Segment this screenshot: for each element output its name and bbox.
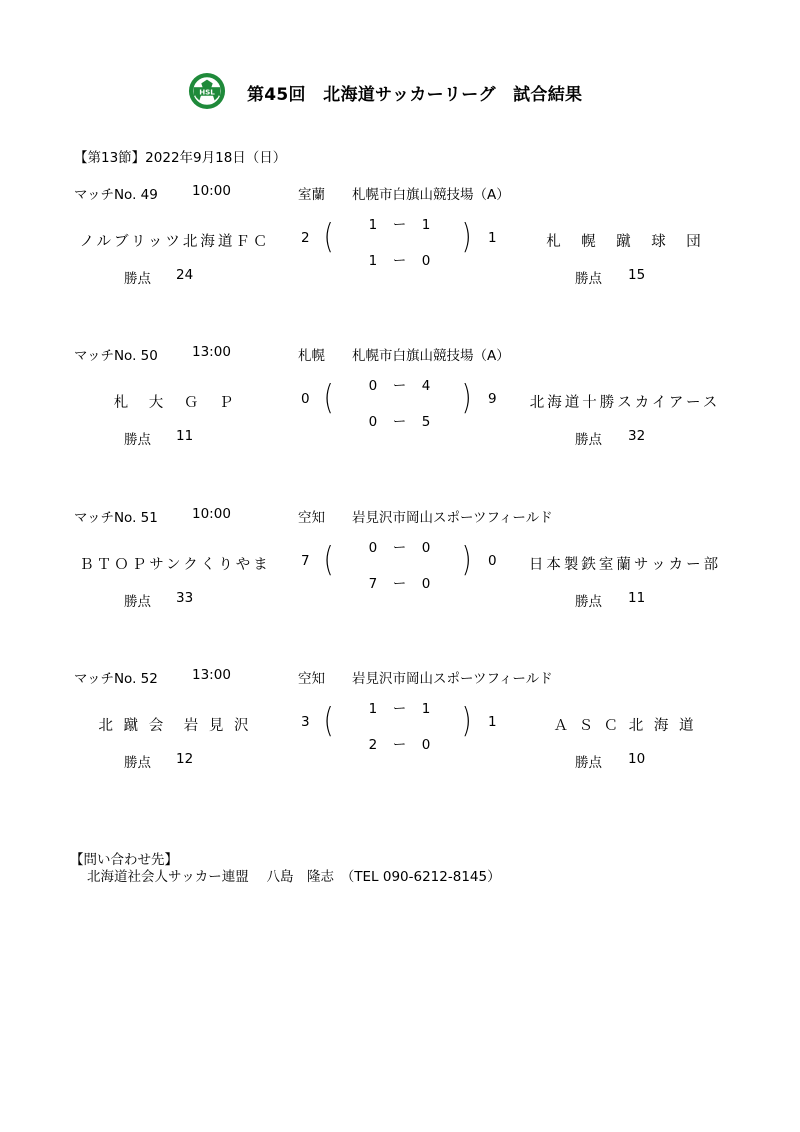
away-points-label: 勝点 [575,594,602,610]
first-half-score: 1 ー 1 [368,217,432,233]
score-bracket-right: ) [461,540,472,580]
away-points: 32 [628,428,646,444]
score-bracket-left: ( [323,378,334,418]
score-bracket-right: ) [461,378,472,418]
home-points: 24 [176,267,194,283]
home-points: 33 [176,590,194,606]
score-bracket-left: ( [323,701,334,741]
home-score: 0 [301,391,310,407]
score-bracket-right: ) [461,701,472,741]
kickoff-time: 13:00 [192,667,231,683]
away-team: 日本製鉄室蘭サッカー部 [528,557,722,573]
home-score: 3 [301,714,310,730]
home-team: ＢＴＯＰサンクくりやま [79,557,271,573]
away-points-label: 勝点 [575,271,602,287]
away-score: 0 [488,553,497,569]
away-score: 1 [488,714,497,730]
contact-heading: 【問い合わせ先】 [70,852,178,868]
kickoff-time: 13:00 [192,344,231,360]
second-half-score: 7 ー 0 [368,576,432,592]
page-title: 第45回 北海道サッカーリーグ 試合結果 [247,85,583,105]
home-points: 11 [176,428,194,444]
match-block-50 [0,344,800,484]
second-half-score: 0 ー 5 [368,414,432,430]
match-number: マッチNo. 51 [74,510,158,526]
score-bracket-right: ) [461,217,472,257]
host-region: 空知 [298,671,325,687]
away-score: 1 [488,230,497,246]
first-half-score: 0 ー 4 [368,378,432,394]
second-half-score: 2 ー 0 [368,737,432,753]
home-points: 12 [176,751,194,767]
home-score: 2 [301,230,310,246]
home-score: 7 [301,553,310,569]
match-block-51 [0,506,800,646]
away-points-label: 勝点 [575,432,602,448]
contact-info: 北海道社会人サッカー連盟 八島 隆志 （TEL 090-6212-8145） [87,869,501,885]
score-bracket-left: ( [323,540,334,580]
second-half-score: 1 ー 0 [368,253,432,269]
first-half-score: 1 ー 1 [368,701,432,717]
home-points-label: 勝点 [124,432,151,448]
home-points-label: 勝点 [124,755,151,771]
hsl-logo [188,72,226,110]
away-score: 9 [488,391,497,407]
venue: 札幌市白旗山競技場（A） [352,187,510,203]
away-points-label: 勝点 [575,755,602,771]
home-team: 北 蹴 会 岩 見 沢 [98,718,252,734]
kickoff-time: 10:00 [192,183,231,199]
score-bracket-left: ( [323,217,334,257]
home-points-label: 勝点 [124,594,151,610]
first-half-score: 0 ー 0 [368,540,432,556]
match-number: マッチNo. 52 [74,671,158,687]
match-block-49 [0,183,800,323]
away-team: Ａ Ｓ Ｃ 北 海 道 [553,718,697,734]
host-region: 札幌 [298,348,325,364]
kickoff-time: 10:00 [192,506,231,522]
host-region: 室蘭 [298,187,325,203]
home-points-label: 勝点 [124,271,151,287]
away-points: 11 [628,590,646,606]
away-points: 15 [628,267,646,283]
venue: 札幌市白旗山競技場（A） [352,348,510,364]
logo-text: HSL [199,87,215,97]
home-team: ノルブリッツ北海道ＦＣ [79,234,271,250]
match-number: マッチNo. 49 [74,187,158,203]
venue: 岩見沢市岡山スポーツフィールド [352,671,553,687]
host-region: 空知 [298,510,325,526]
away-team: 札 幌 蹴 球 団 [546,234,704,250]
match-block-52 [0,667,800,807]
away-points: 10 [628,751,646,767]
venue: 岩見沢市岡山スポーツフィールド [352,510,553,526]
matchday-date: 【第13節】2022年9月18日（日） [74,150,287,166]
home-team: 札 大 Ｇ Ｐ [113,395,237,411]
away-team: 北海道十勝スカイアース [529,395,721,411]
match-number: マッチNo. 50 [74,348,158,364]
